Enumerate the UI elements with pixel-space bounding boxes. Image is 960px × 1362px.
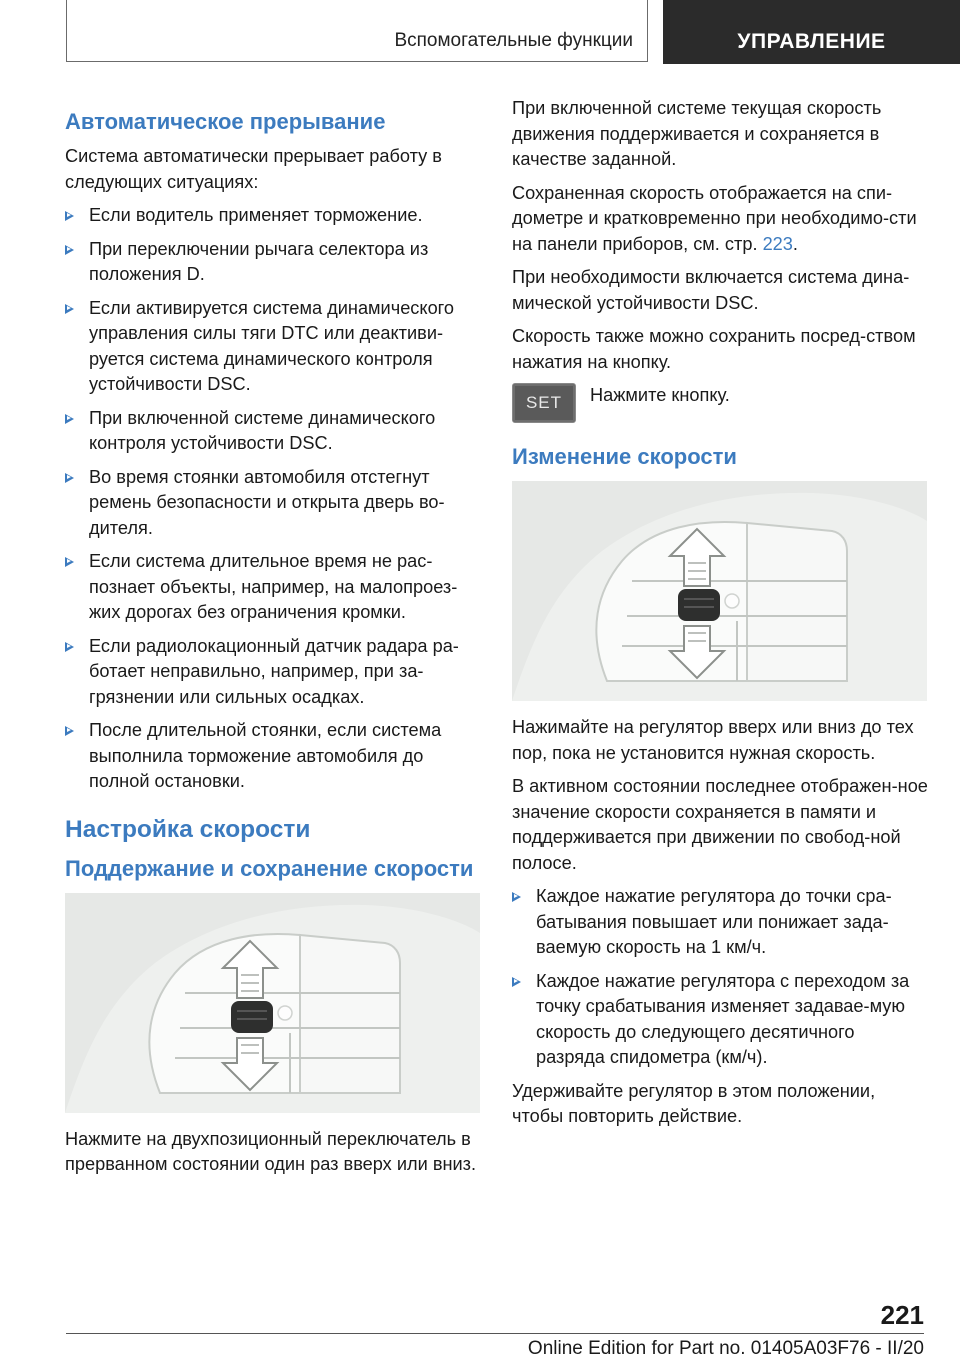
list-item: Если активируется система динамического управления силы тяги DTC или деактиви-руется система динамического контроля устойчивости DSC.	[65, 296, 480, 398]
paragraph-hold-repeat: Удерживайте регулятор в этом положении, чтобы повторить действие.	[512, 1080, 876, 1126]
left-column	[65, 100, 480, 1186]
footer-edition: Online Edition for Part no. 01405A03F76 - II/20	[527, 1338, 924, 1359]
list-item: При включенной системе динамического контроля устойчивости DSC.	[65, 406, 480, 457]
steering-switch-figure-1	[65, 893, 480, 1113]
triangle-bullet-icon	[65, 473, 74, 483]
list-item: Во время стоянки автомобиля отстегнут ремень безопасности и открыта дверь во-дителя.	[65, 465, 480, 542]
interrupt-list	[65, 203, 480, 795]
list-item: Если система длительное время не рас-познает объекты, например, на малопроез-жих дорогах без ограничения кромки.	[65, 549, 480, 626]
triangle-bullet-icon	[65, 211, 74, 221]
list-item: После длительной стоянки, если система выполнила торможение автомобиля до полной остановки.	[65, 718, 480, 795]
triangle-bullet-icon	[65, 414, 74, 424]
triangle-bullet-icon	[65, 245, 74, 255]
right-column	[512, 96, 928, 1138]
triangle-bullet-icon	[65, 304, 74, 314]
triangle-bullet-icon	[512, 977, 521, 987]
list-item: Каждое нажатие регулятора до точки сра-батывания повышает или понижает зада-ваемую скорость на 1 км/ч.	[512, 884, 928, 961]
paragraph-auto-intro: Система автоматически прерывает работу в следующих ситуациях:	[65, 146, 442, 192]
paragraph-press-button: Нажмите кнопку.	[590, 385, 730, 405]
footer-divider	[66, 1333, 924, 1334]
triangle-bullet-icon	[65, 557, 74, 567]
list-item: Каждое нажатие регулятора с переходом за точку срабатывания изменяет задавае-мую скорость до следующего десятичного разряда спидометра (км/ч).	[512, 969, 928, 1071]
steering-switch-figure-2	[512, 481, 927, 701]
heading-auto-interrupt: Автоматическое прерывание	[65, 109, 386, 134]
list-item: Если радиолокационный датчик радара ра-ботает неправильно, например, при за-грязнении или сильных осадках.	[65, 634, 480, 711]
chapter-tab: УПРАВЛЕНИЕ	[663, 0, 960, 64]
paragraph-save-button: Скорость также можно сохранить посред-ством нажатия на кнопку.	[512, 326, 916, 372]
paragraph-figure-2-caption: Нажимайте на регулятор вверх или вниз до тех пор, пока не установится нужная скорость.	[512, 717, 914, 763]
set-button-row	[512, 383, 928, 423]
paragraph-figure-1-caption: Нажмите на двухпозиционный переключатель в прерванном состоянии один раз вверх или вниз.	[65, 1128, 477, 1174]
paragraph-saved-speed: Сохраненная скорость отображается на спи-дометре и кратковременно при необходимо-сти на панели приборов, см. стр. 223.	[512, 182, 917, 254]
header-frame	[66, 0, 648, 62]
heading-change-speed: Изменение скорости	[512, 444, 737, 469]
page-reference-link[interactable]: 223	[762, 233, 793, 254]
heading-keep-speed: Поддержание и сохранение скорости	[65, 855, 474, 881]
triangle-bullet-icon	[65, 726, 74, 736]
list-item: Если водитель применяет торможение.	[65, 203, 480, 229]
section-title: Вспомогательные функции	[394, 30, 633, 51]
page-number: 221	[880, 1300, 924, 1330]
paragraph-current-speed: При включенной системе текущая скорость движения поддерживается и сохраняется в качестве заданной.	[512, 98, 882, 169]
paragraph-active-state: В активном состоянии последнее отображен-ное значение скорости сохраняется в памяти и поддерживается при движении по свобод-ной полосе.	[512, 776, 928, 873]
triangle-bullet-icon	[65, 642, 74, 652]
paragraph-dsc: При необходимости включается система дина-мической устойчивости DSC.	[512, 267, 910, 313]
change-speed-list	[512, 884, 928, 1071]
list-item: При переключении рычага селектора из положения D.	[65, 237, 480, 288]
set-button-icon: SET	[512, 383, 576, 423]
heading-speed-setting: Настройка скорости	[65, 815, 311, 843]
triangle-bullet-icon	[512, 892, 521, 902]
